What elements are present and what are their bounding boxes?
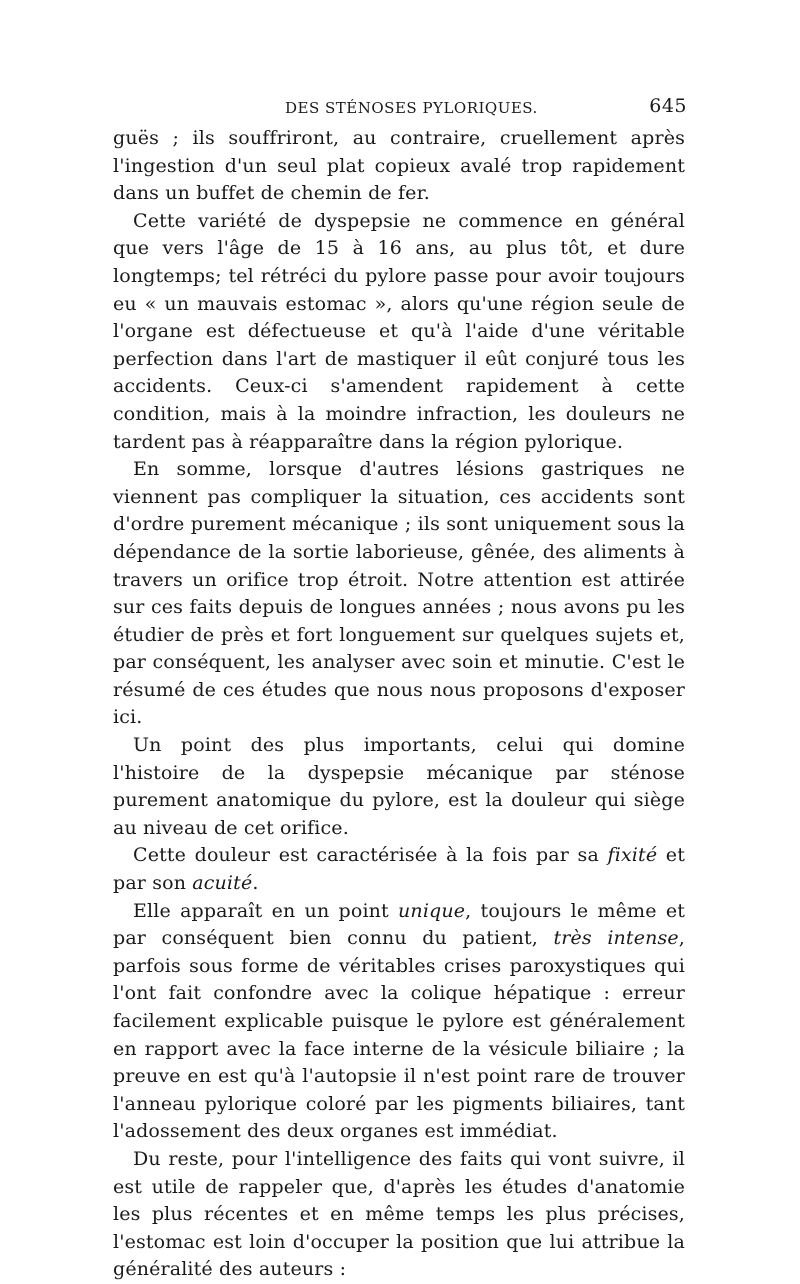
paragraph: Un point des plus importants, celui qui domine l'histoire de la dyspepsie mécanique par sténose purement anatomique du pylore, est la douleur qui siège au niveau de cet orifice. — [113, 734, 685, 839]
italic-term: très intense — [553, 927, 679, 950]
paragraph: En somme, lorsque d'autres lésions gastriques ne viennent pas compliquer la situation, ces accidents sont d'ordre purement mécanique ; ils sont uniquement sous la dépendance de la sortie laborieuse, gênée, des aliments à travers un orifice trop étroit. Notre attention est attirée sur ces faits depuis de longues années ; nous avons pu les étudier de près et fort longuement sur quelques sujets et, par conséquent, les analyser avec soin et minutie. C'est le résumé de ces études que nous nous proposons d'exposer ici. — [113, 458, 685, 729]
paragraph: Cette douleur est caractérisée à la fois par sa fixité et par son acuité. — [113, 844, 685, 895]
running-head-title: DES STÉNOSES PYLORIQUES. — [285, 99, 538, 117]
paragraph: Cette variété de dyspepsie ne commence en général que vers l'âge de 15 à 16 ans, au plus tôt, et dure longtemps; tel rétréci du pylore passe pour avoir toujours eu « un mauvais estomac », alors qu'une région seule de l'organe est défectueuse et qu'à l'aide d'une véritable perfection dans l'art de mastiquer il eût conjuré tous les accidents. Ceux-ci s'amendent rapidement à cette condition, mais à la moindre infraction, les douleurs ne tardent pas à réapparaître dans la région pylorique. — [113, 209, 685, 453]
italic-term: unique — [398, 899, 466, 922]
book-page — [113, 95, 685, 1284]
italic-term: fixité — [607, 844, 658, 867]
paragraph: Du reste, pour l'intelligence des faits qui vont suivre, il est utile de rappeler que, d'après les études d'anatomie les plus récentes et en même temps les plus précises, l'estomac est loin d'occuper la position que lui attribue la généralité des auteurs : — [113, 1147, 685, 1281]
running-head — [113, 95, 685, 125]
paragraph: guës ; ils souffriront, au contraire, cruellement après l'ingestion d'un seul plat copieux avalé trop rapidement dans un buffet de chemin de fer. — [113, 127, 685, 205]
italic-term: acuité — [192, 872, 253, 895]
body-text — [113, 125, 685, 1284]
paragraph: Elle apparaît en un point unique, toujours le même et par conséquent bien connu du patient, très intense, parfois sous forme de véritables crises paroxystiques qui l'ont fait confondre avec la colique hépatique : erreur facilement explicable puisque le pylore est généralement en rapport avec la face interne de la vésicule biliaire ; la preuve en est qu'à l'autopsie il n'est point rare de trouver l'anneau pylorique coloré par les pigments biliaires, tant l'adossement des deux organes est immédiat. — [113, 899, 685, 1143]
page-number: 645 — [649, 95, 687, 117]
